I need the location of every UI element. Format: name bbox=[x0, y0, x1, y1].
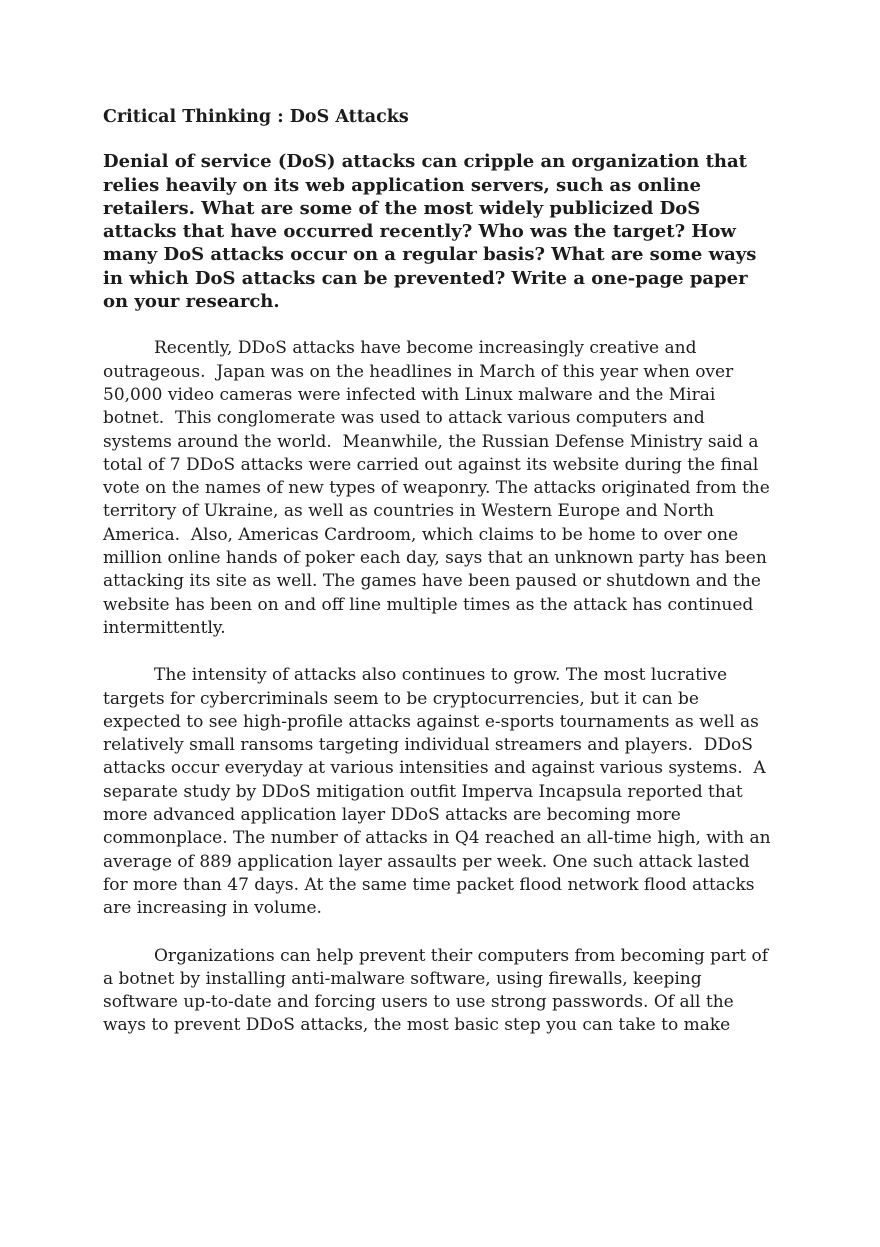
body-paragraph-3: Organizations can help prevent their computers from becoming part of a botnet by installing anti-malware software, using firewalls, keeping software up-to-date and forcing users to use strong passwords. Of all the ways to prevent DDoS attacks, the most basic step you can take to make bbox=[103, 945, 774, 1036]
body-paragraph-2: The intensity of attacks also continues to grow. The most lucrative targets for cybercriminals seem to be cryptocurrencies, but it can be expected to see high-profile attacks against e-sports tournaments as well as relatively small ransoms targeting individual streamers and players. DDoS attacks occur everyday at various intensities and against various systems. A separate study by DDoS mitigation outfit Imperva Incapsula reported that more advanced application layer DDoS attacks are becoming more commonplace. The number of attacks in Q4 reached an all-time high, with an average of 889 application layer assaults per week. One such attack lasted for more than 47 days. At the same time packet flood network flood attacks are increasing in volume. bbox=[103, 665, 776, 919]
assignment-prompt: Denial of service (DoS) attacks can cripple an organization that relies heavily on its web application servers, such as online retailers. What are some of the most widely publicized DoS attacks that have occurred recently? Who was the target? How many DoS attacks occur on a regular basis? What are some ways in which DoS attacks can be prevented? Write a one-page paper on your research. bbox=[103, 151, 763, 313]
body-paragraph-1: Recently, DDoS attacks have become increasingly creative and outrageous. Japan was on the headlines in March of this year when over 50,000 video cameras were infected with Linux malware and the Mirai botnet. This conglomerate was used to attack various computers and systems around the world. Meanwhile, the Russian Defense Ministry said a total of 7 DDoS attacks were carried out against its website during the final vote on the names of new types of weaponry. The attacks originated from the territory of Ukraine, as well as countries in Western Europe and North America. Also, Americas Cardroom, which claims to be home to over one million online hands of poker each day, says that an unknown party has been attacking its site as well. The games have been paused or shutdown and the website has been on and off line multiple times as the attack has continued intermittently. bbox=[103, 338, 776, 638]
document-title: Critical Thinking : DoS Attacks bbox=[103, 107, 409, 127]
